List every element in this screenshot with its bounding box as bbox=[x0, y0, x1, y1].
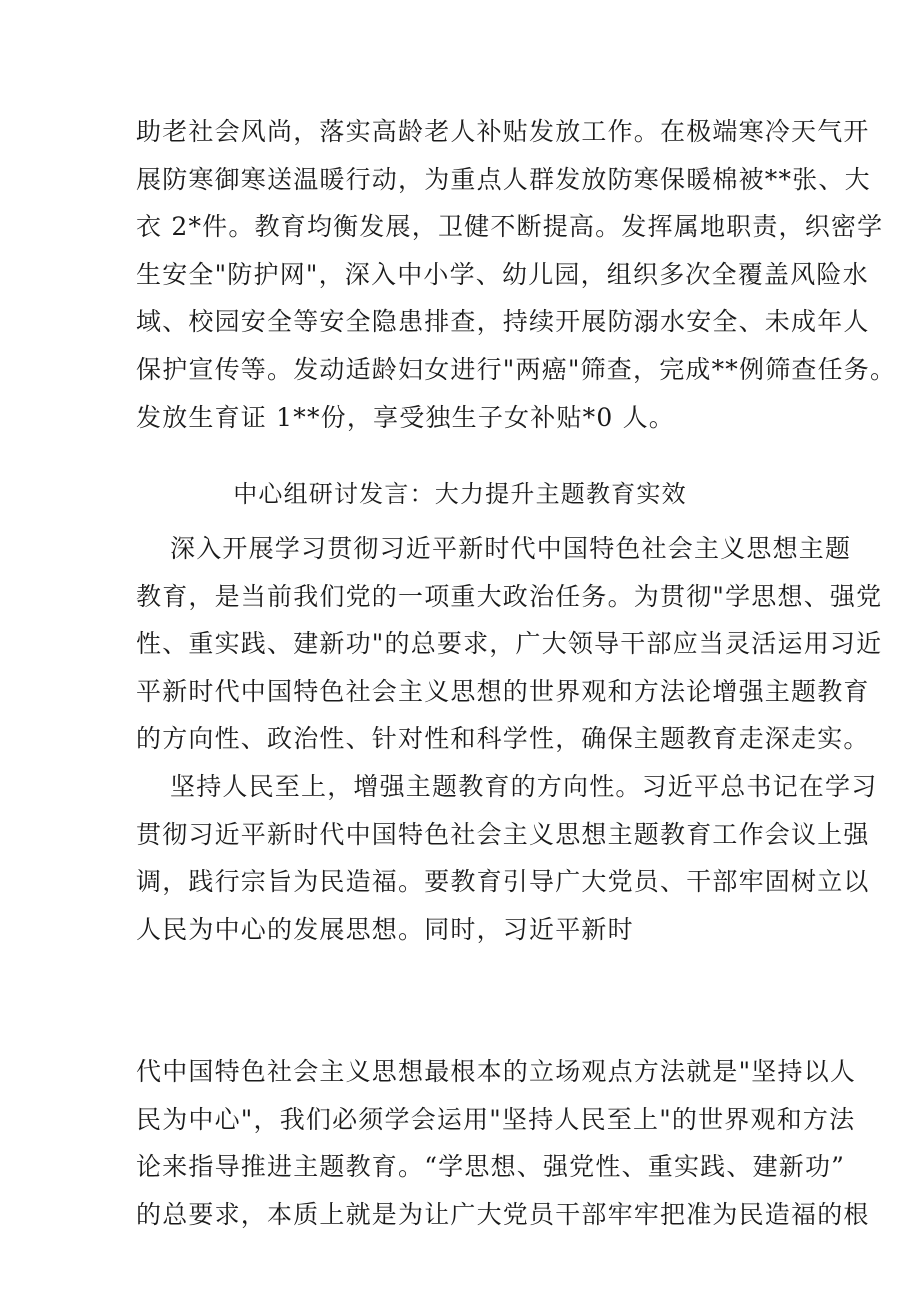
text-line: 生安全"防护网"，深入中小学、幼儿园，组织多次全覆盖风险水 bbox=[136, 259, 869, 289]
text-line: 民为中心"，我们必须学会运用"坚持人民至上"的世界观和方法 bbox=[136, 1104, 856, 1134]
text-line: 的总要求，本质上就是为让广大党员干部牢牢把准为民造福的根 bbox=[136, 1199, 870, 1229]
body-paragraphs bbox=[136, 525, 883, 953]
continued-paragraph bbox=[136, 1048, 870, 1238]
continuation-paragraph bbox=[136, 108, 897, 441]
section-title: 中心组研讨发言：大力提升主题教育实效 bbox=[233, 480, 687, 508]
text-line: 调，践行宗旨为民造福。要教育引导广大党员、干部牢固树立以 bbox=[136, 867, 870, 897]
text-line: 教育，是当前我们党的一项重大政治任务。为贯彻"学思想、强党 bbox=[136, 581, 883, 611]
text-line: 贯彻习近平新时代中国特色社会主义思想主题教育工作会议上强 bbox=[136, 819, 870, 849]
text-line: 坚持人民至上，增强主题教育的方向性。习近平总书记在学习 bbox=[170, 771, 878, 801]
text-line: 平新时代中国特色社会主义思想的世界观和方法论增强主题教育 bbox=[136, 676, 870, 706]
text-line: 展防寒御寒送温暖行动，为重点人群发放防寒保暖棉被**张、大 bbox=[136, 164, 871, 194]
text-line: 的方向性、政治性、针对性和科学性，确保主题教育走深走实。 bbox=[136, 724, 870, 754]
text-line: 域、校园安全等安全隐患排查，持续开展防溺水安全、未成年人 bbox=[136, 307, 870, 337]
text-line: 论来指导推进主题教育。“学思想、强党性、重实践、建新功” bbox=[136, 1152, 846, 1182]
text-line: 衣 2*件。教育均衡发展，卫健不断提高。发挥属地职责，织密学 bbox=[136, 212, 884, 242]
text-line: 深入开展学习贯彻习近平新时代中国特色社会主义思想主题 bbox=[170, 534, 852, 563]
text-line: 代中国特色社会主义思想最根本的立场观点方法就是"坚持以人 bbox=[136, 1057, 857, 1086]
text-line: 发放生育证 1**份，享受独生子女补贴*0 人。 bbox=[136, 402, 676, 432]
text-line: 性、重实践、建新功"的总要求，广大领导干部应当灵活运用习近 bbox=[136, 629, 883, 659]
text-line: 保护宣传等。发动适龄妇女进行"两癌"筛查，完成**例筛查任务。 bbox=[136, 354, 897, 384]
text-line: 助老社会风尚，落实高龄老人补贴发放工作。在极端寒冷天气开 bbox=[136, 117, 870, 146]
text-line: 人民为中心的发展思想。同时，习近平新时 bbox=[136, 914, 634, 944]
